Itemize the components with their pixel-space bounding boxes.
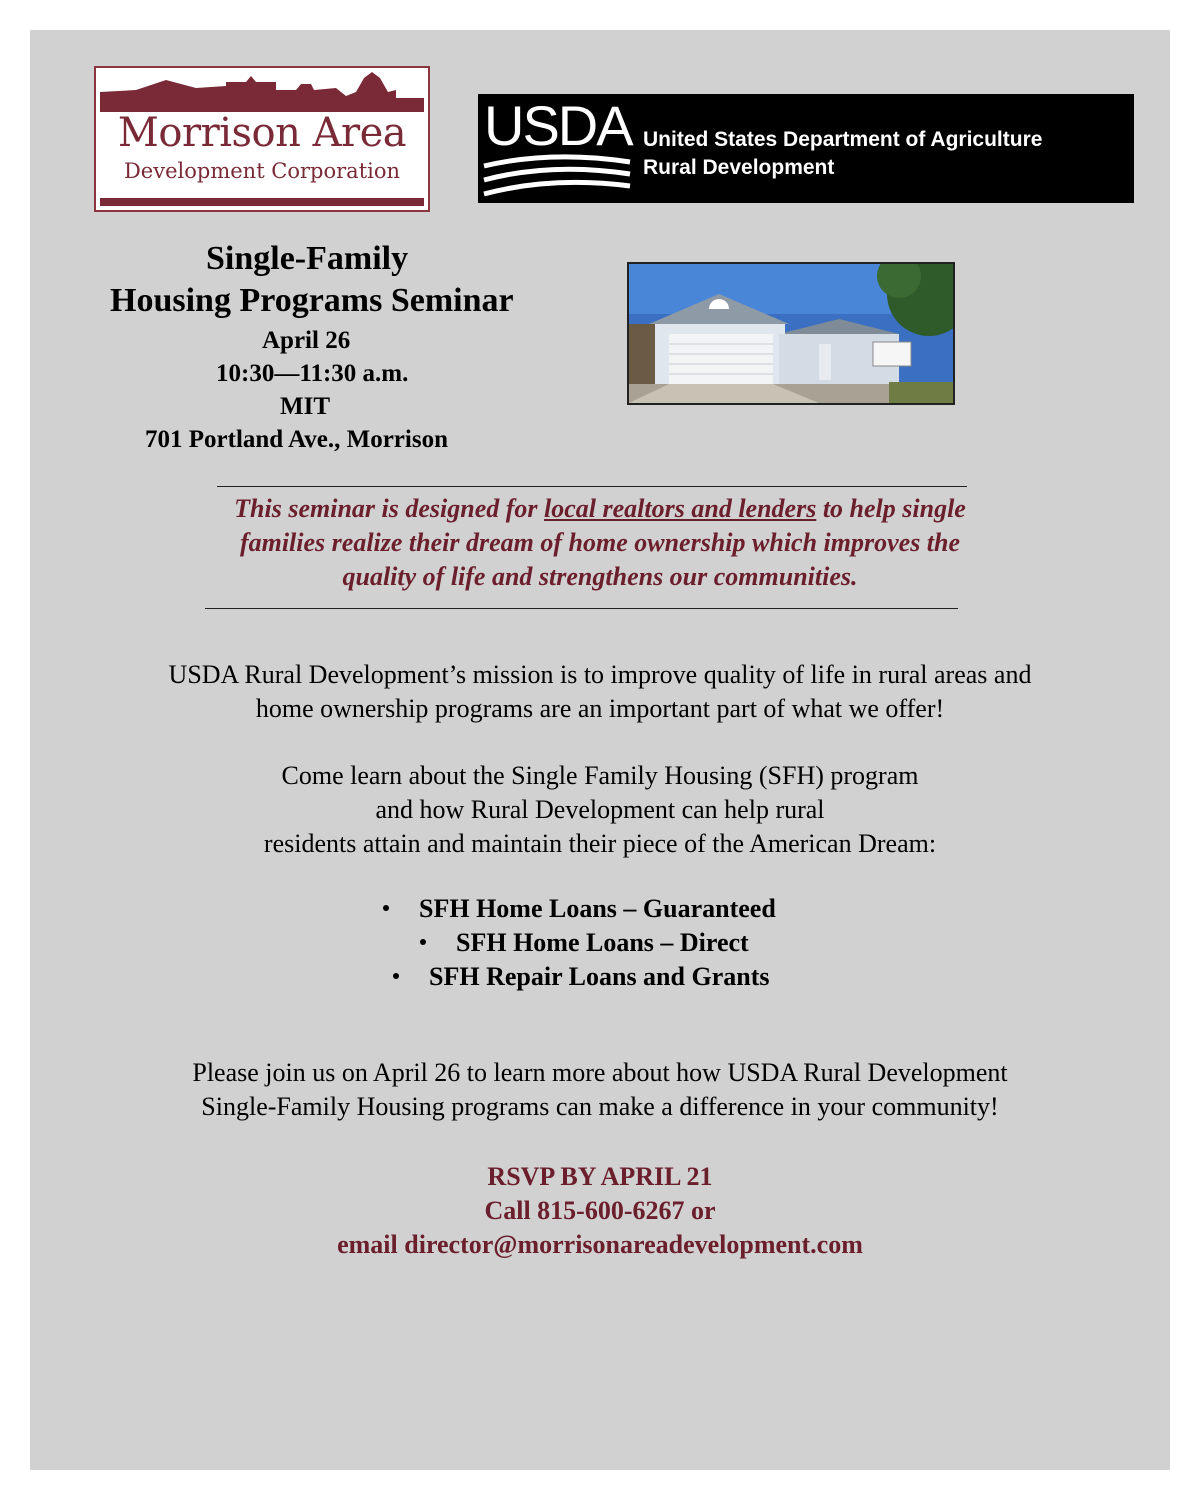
list-item — [383, 894, 776, 924]
house-illustration — [629, 264, 953, 403]
event-venue: MIT — [280, 393, 330, 420]
madc-subtitle: Development Corporation — [123, 159, 401, 183]
bullet-icon — [383, 905, 389, 911]
learn-paragraph — [60, 759, 1140, 861]
program-name: SFH Home Loans – Guaranteed — [419, 894, 776, 923]
join-line-2: Single-Family Housing programs can make a difference in your community! — [201, 1092, 999, 1121]
event-title-line1: Single-Family — [206, 240, 409, 277]
rsvp-deadline: RSVP BY APRIL 21 — [487, 1162, 713, 1191]
callout-top-rule — [217, 486, 967, 487]
house-photo — [627, 262, 955, 405]
event-date: April 26 — [262, 327, 351, 354]
rsvp-phone: Call 815-600-6267 or — [484, 1196, 716, 1225]
callout-text-after: to help single families realize their dream of home ownership which improves the quality of life and strengthens our communities. — [239, 494, 966, 591]
rsvp-email[interactable]: email director@morrisonareadevelopment.com — [337, 1230, 863, 1259]
list-item — [393, 962, 769, 992]
join-paragraph — [60, 1056, 1140, 1124]
usda-department: United States Department of Agriculture — [643, 128, 1043, 151]
learn-line-1: Come learn about the Single Family Housing (SFH) program — [281, 761, 919, 790]
list-item — [420, 928, 749, 958]
callout-bottom-rule — [205, 608, 958, 609]
mission-line-2: home ownership programs are an important part of what we offer! — [255, 694, 945, 723]
bullet-icon — [393, 973, 399, 979]
mission-line-1: USDA Rural Development’s mission is to improve quality of life in rural areas and — [168, 660, 1032, 689]
learn-line-2: and how Rural Development can help rural — [375, 795, 825, 824]
mission-paragraph — [60, 658, 1140, 726]
madc-bar — [100, 198, 424, 206]
program-name: SFH Repair Loans and Grants — [429, 962, 770, 991]
usda-logo — [478, 94, 1134, 203]
callout-text-before: This seminar is designed for — [234, 494, 545, 523]
usda-agency: Rural Development — [643, 156, 835, 179]
usda-swoosh-icon — [482, 152, 632, 198]
callout-text — [200, 492, 1000, 594]
madc-name: Morrison Area — [117, 110, 407, 156]
event-time: 10:30—11:30 a.m. — [216, 360, 409, 387]
learn-line-3: residents attain and maintain their piece of the American Dream: — [263, 829, 937, 858]
join-line-1: Please join us on April 26 to learn more about how USDA Rural Development — [192, 1058, 1008, 1087]
program-name: SFH Home Loans – Direct — [456, 928, 749, 957]
usda-wordmark: USDA — [484, 94, 632, 157]
bullet-icon — [420, 939, 426, 945]
skyline-graphic — [96, 68, 428, 116]
callout-audience: local realtors and lenders — [544, 494, 817, 523]
event-address: 701 Portland Ave., Morrison — [145, 426, 448, 453]
madc-logo — [94, 66, 430, 212]
event-title-line2: Housing Programs Seminar — [110, 282, 514, 319]
